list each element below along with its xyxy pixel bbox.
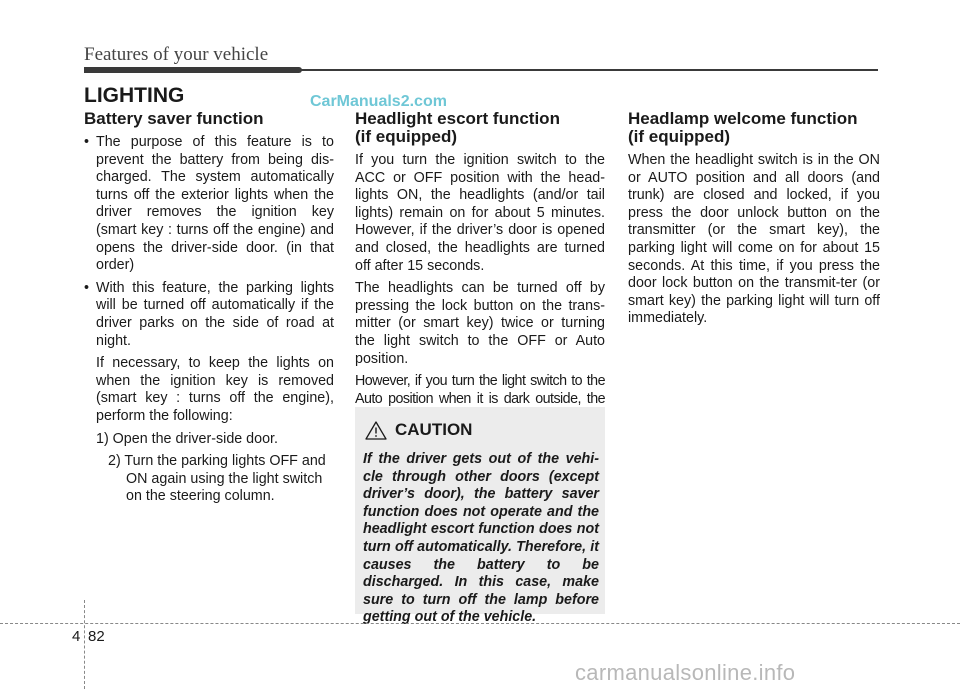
welcome-heading-line-1: Headlamp welcome function: [628, 109, 858, 128]
caution-box: [355, 407, 605, 626]
header-title: Features of your vehicle: [84, 44, 269, 65]
escort-heading: [355, 110, 605, 146]
footer-divider: [84, 600, 85, 689]
battery-saver-step-2: 2) Turn the parking lights OFF and ON again using the light switch on the steering column.: [108, 453, 326, 505]
caution-header: [365, 417, 605, 443]
escort-paragraph-1: If you turn the ignition switch to the ACC or OFF position with the head-lights ON, the headlights (and/or tail lights) remain on for about 5 minutes. However, if the driver’s door is opened and closed, the headlights are turned off after 15 seconds.: [355, 152, 605, 274]
battery-saver-step-1: 1) Open the driver-side door.: [96, 430, 278, 447]
welcome-heading-line-2: (if equipped): [628, 127, 730, 146]
page-number: 82: [88, 628, 105, 645]
escort-heading-line-2: (if equipped): [355, 127, 457, 146]
escort-heading-line-1: Headlight escort function: [355, 109, 560, 128]
header-bar: [84, 67, 302, 73]
escort-paragraph-3: However, if you turn the light switch to the Auto position when it is dark outside, the: [355, 373, 605, 407]
battery-saver-continuation: If necessary, to keep the lights on when the ignition key is removed (smart key : turns off the engine), perform the following:: [96, 355, 334, 424]
welcome-heading: [628, 110, 880, 146]
escort-paragraph-2: The headlights can be turned off by pressing the lock button on the trans-mitter (or smart key) twice or turning the light switch to the OFF or Auto position.: [355, 280, 605, 367]
section-number: 4: [72, 628, 81, 645]
caution-text: If the driver gets out of the vehi-cle through other doors (except driver’s door), the battery saver function does not operate and the headlight escort function does not turn off automatically. Therefore, it causes the battery to be discharged. In this case, make sure to turn off the lamp before getting out of the vehicle.: [363, 451, 599, 626]
footer-rule: [0, 623, 960, 624]
column-headlamp-welcome: [628, 110, 880, 333]
watermark-bottom: carmanualsonline.info: [575, 660, 796, 685]
watermark-top: CarManuals2.com: [310, 93, 447, 110]
battery-saver-bullet-2: [84, 280, 334, 350]
section-title: LIGHTING: [84, 84, 185, 107]
caution-title: CAUTION: [395, 420, 473, 439]
battery-saver-bullet-2-text: With this feature, the parking lights will be turned off automatically if the driver parks on the side of road at night.: [96, 279, 334, 349]
column-battery-saver: [84, 110, 334, 511]
battery-saver-heading: Battery saver function: [84, 109, 264, 128]
welcome-paragraph-1: When the headlight switch is in the ON or AUTO position and all doors (and trunk) are closed and locked, if you press the door unlock button on the transmitter (or the smart key), the parking light will come on for about 15 seconds. At this time, if you press the door lock button on the transmit-ter (or smart key) the parking light will turn off immediately.: [628, 152, 880, 327]
column-headlight-escort: [355, 110, 605, 431]
battery-saver-bullet-1: • The purpose of this feature is to prevent the battery from being dis-charged. The system automatically turns off the exterior lights when the driver removes the ignition key (smart key : turns off the engine) and opens the driver-side door. (in that order): [84, 134, 334, 275]
header-rule: [300, 69, 878, 71]
battery-saver-list: [84, 134, 334, 350]
warning-triangle-icon: [365, 421, 387, 440]
